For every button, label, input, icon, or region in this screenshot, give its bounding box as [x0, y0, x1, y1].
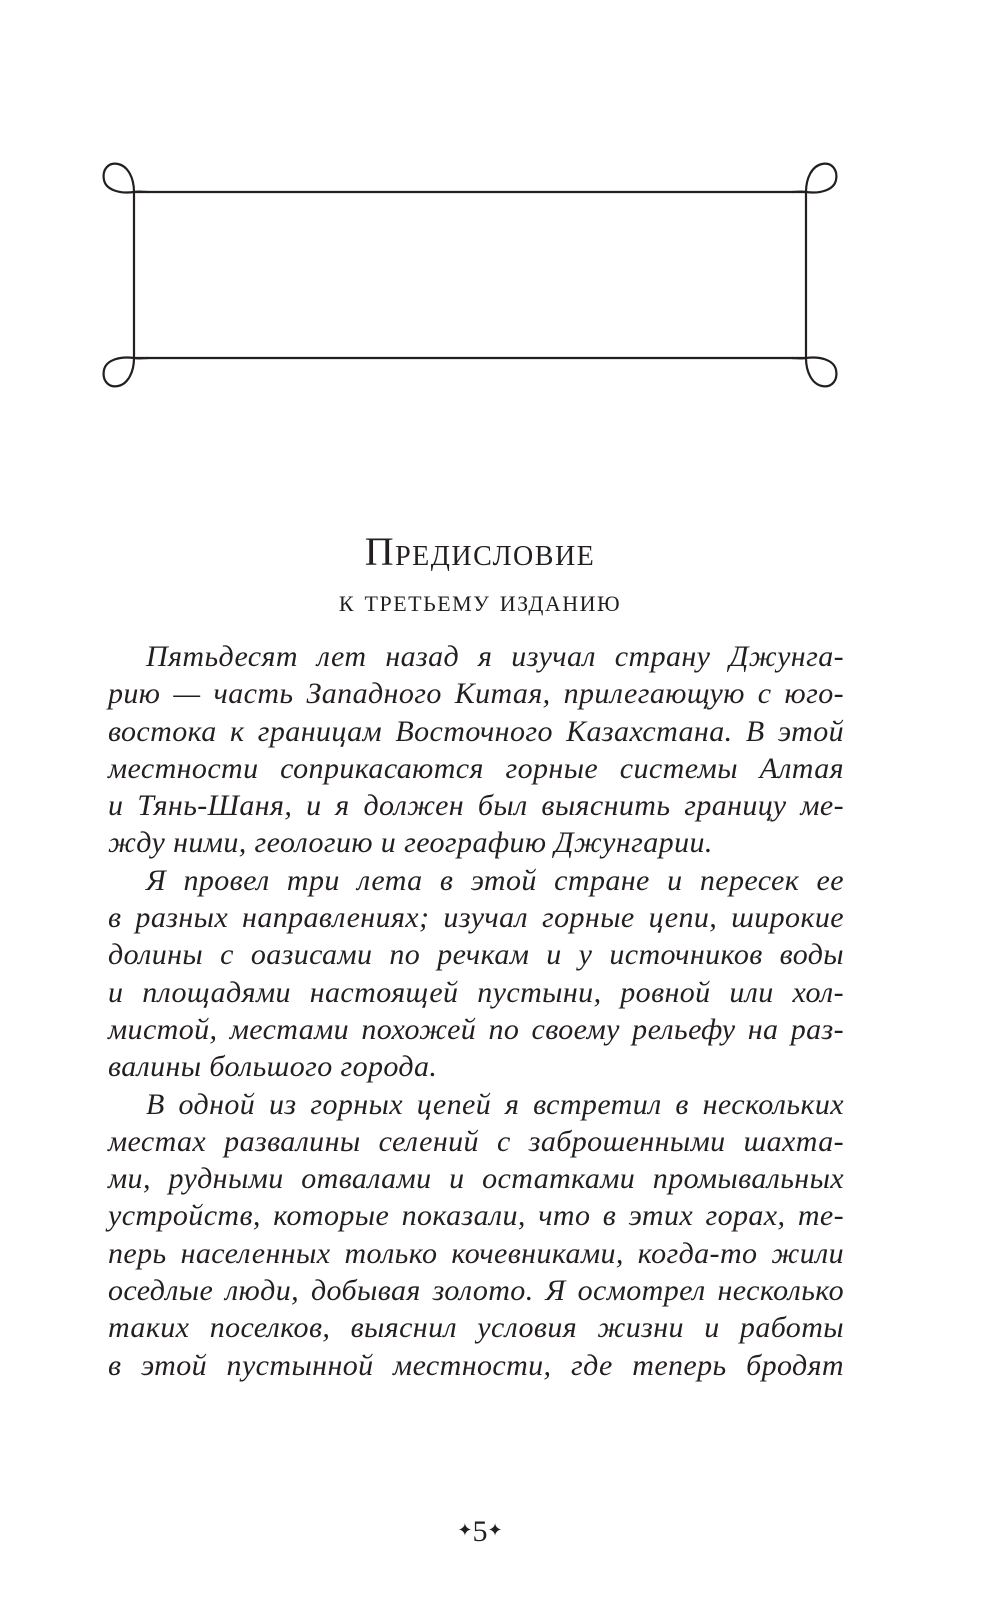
text-line: рию — часть Западного Китая, прилегающую с юго-	[108, 677, 844, 711]
chapter-title: Предисловие	[364, 529, 596, 574]
ornament-left-icon: ✦	[457, 1520, 473, 1540]
ornament-right-icon: ✦	[487, 1520, 503, 1540]
paragraph-3	[108, 1086, 844, 1384]
text-line: и площадями настоящей пустыни, ровной или хол-	[108, 975, 844, 1009]
text-line: в этой пустынной местности, где теперь бродят	[108, 1348, 844, 1382]
text-line: долины с оазисами по речкам и у источников воды	[108, 938, 844, 972]
page-number-value: 5	[472, 1515, 488, 1548]
text-line: таких поселков, выяснил условия жизни и работы	[108, 1311, 844, 1345]
text-line: жду ними, геологию и географию Джунгарии.	[108, 826, 713, 860]
text-line: востока к границам Восточного Казахстана. В этой	[108, 714, 844, 748]
body-text	[108, 638, 844, 1384]
text-line: устройств, которые показали, что в этих горах, те-	[108, 1199, 844, 1233]
text-line: В одной из горных цепей я встретил в нескольких	[146, 1087, 844, 1121]
chapter-subtitle: к третьему изданию	[338, 582, 622, 618]
text-line: ми, рудными отвалами и остатками промывальных	[108, 1162, 844, 1196]
text-line: Я провел три лета в этой стране и пересек ее	[146, 863, 844, 897]
text-line: валины большого города.	[108, 1050, 438, 1084]
decorative-frame	[100, 160, 840, 400]
text-line: Пятьдесят лет назад я изучал страну Джунга-	[146, 640, 844, 673]
text-line: в разных направлениях; изучал горные цепи, широкие	[108, 901, 844, 935]
page-number	[0, 1515, 960, 1549]
text-line: и Тянь-Шаня, и я должен был выяснить границу ме-	[108, 789, 844, 823]
text-line: мистой, местами похожей по своему рельефу на раз-	[108, 1012, 844, 1046]
text-line: перь населенных только кочевниками, когда-то жили	[108, 1236, 844, 1270]
text-line: местности соприкасаются горные системы Алтая	[108, 751, 844, 785]
paragraph-2	[108, 862, 844, 1086]
text-line: местах развалины селений с заброшенными шахта-	[108, 1124, 844, 1158]
paragraph-1	[108, 638, 844, 862]
text-line: оседлые люди, добывая золото. Я осмотрел несколько	[108, 1274, 844, 1308]
